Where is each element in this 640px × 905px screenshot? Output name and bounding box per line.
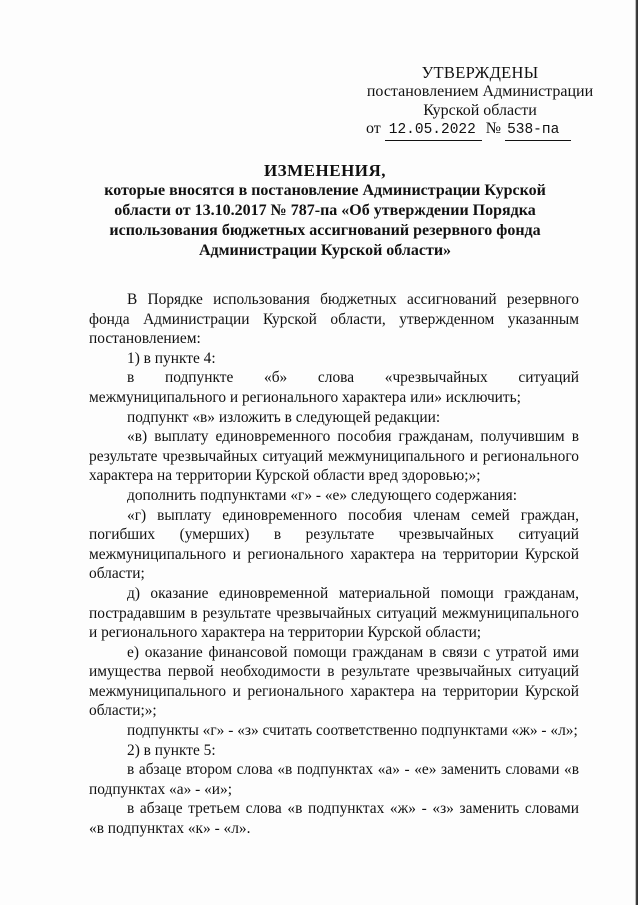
paragraph: в подпункте «б» слова «чрезвычайных ситуаций межмуниципального и регионального характера или» исключить; (89, 369, 579, 406)
document-heading (100, 161, 550, 261)
paragraph: е) оказание финансовой помощи гражданам в связи с утратой ими имущества первой необходимости в результате чрезвычайных ситуаций межмуниципального и регионального характера на территории Курской области;»; (89, 643, 579, 720)
number-prefix: № (485, 120, 502, 137)
approval-line-1: постановлением Администрации (366, 83, 594, 100)
paragraph: подпункт «в» изложить в следующей редакции: (127, 408, 441, 426)
paragraph: «г) выплату единовременного пособия членам семей граждан, погибших (умерших) в результате чрезвычайных ситуаций межмуниципального и регионального характера на территории Курской области; (89, 506, 579, 583)
approval-date-value: 12.05.2022 (385, 121, 482, 141)
approval-date-row (366, 119, 616, 141)
approval-title: УТВЕРЖДЕНЫ (421, 63, 539, 82)
heading-line-2: области от 13.10.2017 № 787-па «Об утверждении Порядка (114, 202, 536, 219)
heading-line-3: использования бюджетных ассигнований резервного фонда (109, 222, 541, 239)
paragraph: В Порядке использования бюджетных ассигнований резервного фонда Администрации Курской области, утвержденном указанным постановлением: (89, 291, 579, 348)
paragraph: д) оказание единовременной материальной помощи гражданам, пострадавшим в результате чрезвычайных ситуаций межмуниципального и регионального характера на территории Курской области; (89, 584, 579, 642)
heading-line-1: которые вносятся в постановление Администрации Курской (104, 182, 546, 199)
paragraph: подпункты «г» - «з» считать соответственно подпунктами «ж» - «л»; (127, 722, 578, 740)
document-body (89, 290, 579, 839)
paragraph: «в) выплату единовременного пособия гражданам, получившим в результате чрезвычайных ситуаций межмуниципального и регионального характера на территории Курской области вред здоровью;»; (89, 428, 579, 485)
date-prefix: от (366, 120, 381, 137)
paragraph: в абзаце третьем слова «в подпунктах «ж» - «з» заменить словами «в подпунктах «к» - «л». (89, 800, 579, 838)
heading-line-4: Администрации Курской области» (198, 242, 452, 259)
paragraph: дополнить подпунктами «г» - «е» следующего содержания: (127, 486, 517, 504)
paragraph: 1) в пункте 4: (127, 349, 216, 367)
heading-title: ИЗМЕНЕНИЯ, (263, 161, 387, 180)
approval-number-value: 538-па (505, 121, 571, 141)
paragraph: в абзаце втором слова «в подпунктах «а» - «е» заменить словами «в подпунктах «а» - «и»; (89, 761, 579, 798)
approval-stamp (360, 63, 600, 120)
approval-line-2: Курской области (423, 102, 537, 119)
scan-edge-line (635, 0, 638, 905)
paragraph: 2) в пункте 5: (127, 741, 216, 759)
